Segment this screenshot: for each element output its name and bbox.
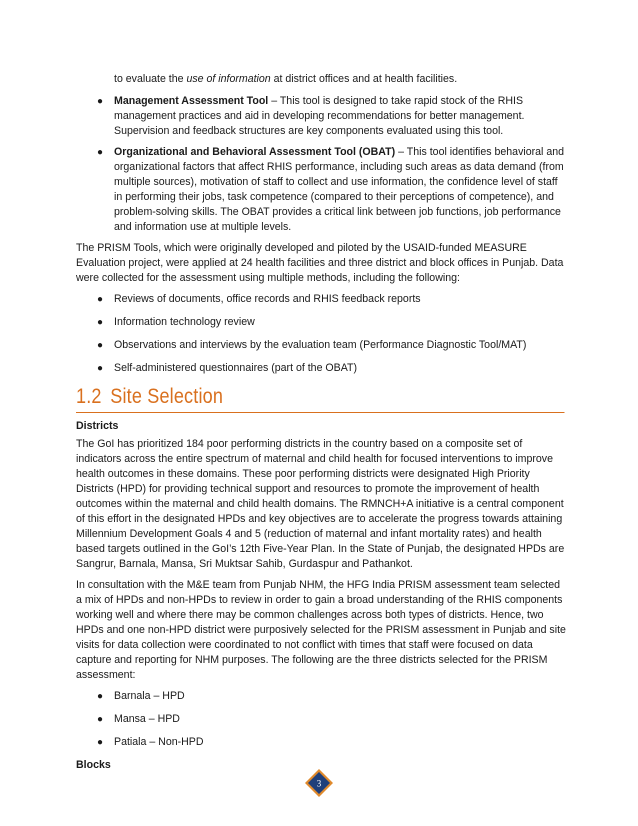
- bullet-icon: ●: [97, 294, 104, 305]
- methods-list: [76, 292, 566, 376]
- bullet-icon: ●: [97, 317, 104, 328]
- section-title: Site Selection: [110, 385, 224, 408]
- tools-list: [76, 94, 566, 235]
- districts-paragraph-1: The GoI has prioritized 184 poor performing districts in the country based on a composite set of indicators across the entire spectrum of maternal and child health for focused interventions to improve health outcomes in these domains. These poor performing districts were designated High Priority Districts (HPD) for providing technical support and resources to promote the improvement of health outcomes within the maternal and child health domains. The RMNCH+A initiative is a central component of this effort in the designated HPDs and key objectives are to accelerate the progress towards attaining Millennium Development Goals 4 and 5 (reduction of maternal and infant mortality rates) and health based targets outlined in the GoI’s 12th Five-Year Plan. In the State of Punjab, the designated HPDs are Sangrur, Barnala, Mansa, Sri Muktsar Sahib, Gurdaspur and Pathankot.: [76, 438, 565, 570]
- page-number-badge: [304, 768, 334, 798]
- blocks-heading: Blocks: [76, 759, 111, 771]
- tool-description: – This tool identifies behavioral and organizational factors that affect RHIS performance, including such areas as data demand (from multiple sources), motivation of staff to collect and use information, the confidence level of staff in performing their jobs, task competence (compared to their perceptions of competence), and problem-solving skills. The OBAT provides a critical link between job functions, job performance and information use at multiple levels.: [114, 146, 565, 233]
- tool-name: Management Assessment Tool: [114, 95, 269, 107]
- list-item: [76, 315, 566, 330]
- intro-emphasis: use of information: [186, 73, 271, 85]
- tool-item-obat: [76, 145, 566, 235]
- list-item: [76, 735, 566, 750]
- bullet-icon: ●: [97, 691, 104, 702]
- list-item-text: Reviews of documents, office records and RHIS feedback reports: [114, 293, 421, 305]
- bullet-icon: ●: [97, 363, 104, 374]
- list-item-text: Mansa – HPD: [114, 713, 180, 725]
- list-item-text: Information technology review: [114, 316, 255, 328]
- bullet-icon: ●: [97, 147, 104, 158]
- districts-paragraph-2: In consultation with the M&E team from Punjab NHM, the HFG India PRISM assessment team selected a mix of HPDs and non-HPDs to review in order to gain a broad understanding of the RHIS components working well and where there may be common challenges across both types of districts. Hence, two HPDs and one non-HPD district were purposively selected for the PRISM assessment in Punjab and site visits for data collection were coordinated to not conflict with times that staff were focused on data capture and reporting for NHM purposes. The following are the three districts selected for the PRISM assessment:: [76, 579, 566, 681]
- list-item: [76, 361, 566, 376]
- diamond-badge-icon: [304, 768, 334, 798]
- list-item-text: Observations and interviews by the evaluation team (Performance Diagnostic Tool/MAT): [114, 339, 527, 351]
- selected-districts-list: [76, 689, 566, 750]
- prism-paragraph: The PRISM Tools, which were originally developed and piloted by the USAID-funded MEASURE Evaluation project, were applied at 24 health facilities and three district and block offices in Punjab. Data were collected for the assessment using multiple methods, including the following:: [76, 242, 564, 284]
- list-item: [76, 712, 566, 727]
- intro-text-after: at district offices and at health facilities.: [270, 73, 458, 85]
- intro-text-before: to evaluate the: [114, 73, 187, 85]
- page-number: 3: [316, 778, 322, 789]
- list-item: [76, 292, 566, 307]
- districts-heading: Districts: [76, 420, 119, 432]
- bullet-icon: ●: [97, 714, 104, 725]
- tool-name: Organizational and Behavioral Assessment Tool (OBAT): [114, 146, 396, 158]
- bullet-icon: ●: [97, 96, 104, 107]
- document-page: [76, 72, 566, 776]
- section-number: 1.2: [76, 385, 102, 408]
- tool-description: – This tool is designed to take rapid stock of the RHIS management practices and aid in developing recommendations for better management. Supervision and feedback structures are key components evaluated using this tool.: [114, 95, 525, 137]
- bullet-icon: ●: [97, 340, 104, 351]
- intro-continuation: [114, 72, 566, 87]
- list-item: [76, 338, 566, 353]
- bullet-icon: ●: [97, 737, 104, 748]
- tool-item-mat: [76, 94, 566, 139]
- section-heading: [76, 384, 565, 413]
- list-item-text: Barnala – HPD: [114, 690, 185, 702]
- list-item-text: Self-administered questionnaires (part of the OBAT): [114, 362, 357, 374]
- list-item: [76, 689, 566, 704]
- list-item-text: Patiala – Non-HPD: [114, 736, 204, 748]
